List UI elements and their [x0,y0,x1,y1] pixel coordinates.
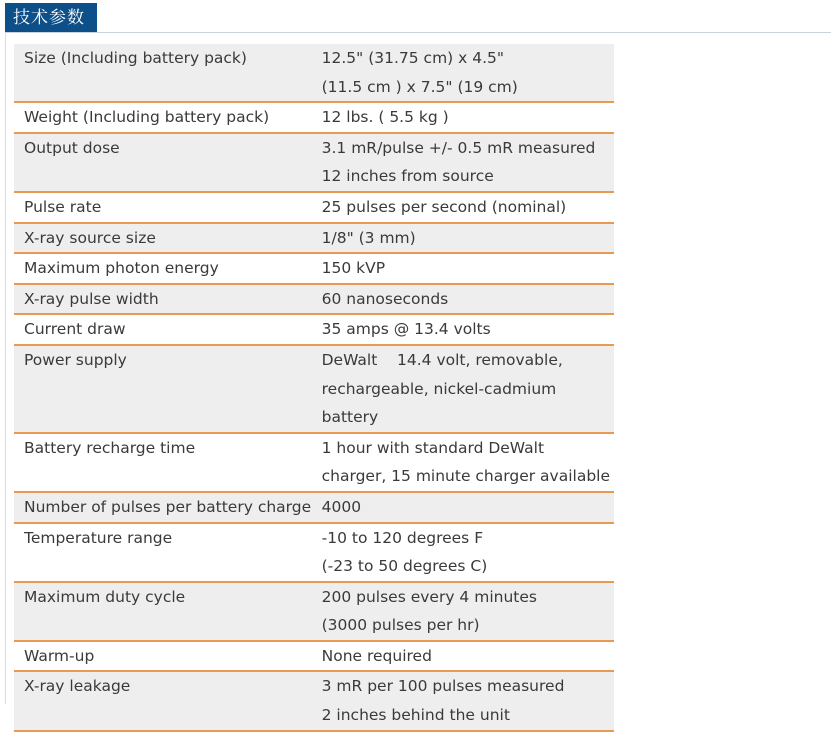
spec-label: Maximum duty cycle [14,582,312,641]
spec-row [14,133,614,192]
spec-value-line: 4000 [321,497,362,516]
spec-label: Current draw [14,314,312,345]
header-divider [5,32,831,33]
spec-value [312,253,614,284]
spec-value [312,345,614,433]
spec-label: X-ray leakage [14,671,312,730]
spec-label: Size (Including battery pack) [14,44,312,102]
spec-value-line: charger, 15 minute charger available [321,467,610,486]
spec-label: Weight (Including battery pack) [14,102,312,133]
spec-label: Maximum photon energy [14,253,312,284]
spec-value-line: 25 pulses per second (nominal) [321,197,567,216]
spec-row [14,192,614,223]
spec-value-line: -10 to 120 degrees F [321,528,484,547]
spec-value-line: DeWalt 14.4 volt, removable, [321,350,563,369]
spec-value-line: 12.5" (31.75 cm) x 4.5" [321,49,505,67]
spec-value-line: 35 amps @ 13.4 volts [321,320,491,339]
spec-value-line: 1 hour with standard DeWalt [321,438,545,457]
spec-label: Number of pulses per battery charge [14,492,312,523]
spec-value [312,433,614,492]
spec-label: Warm-up [14,641,312,672]
spec-value-line: (-23 to 50 degrees C) [321,557,488,576]
spec-value [312,133,614,192]
spec-value [312,102,614,133]
spec-value [312,284,614,315]
spec-label: Power supply [14,345,312,433]
spec-value-line: 150 kVP [321,259,386,278]
spec-value [312,523,614,582]
spec-value-line: 1/8" (3 mm) [321,228,416,247]
spec-label: Output dose [14,133,312,192]
spec-row [14,582,614,641]
spec-label: Pulse rate [14,192,312,223]
spec-value-line: None required [321,646,432,665]
spec-value [312,223,614,254]
spec-value [312,641,614,672]
spec-value [312,44,614,102]
spec-row [14,253,614,284]
spec-row [14,523,614,582]
spec-value [312,671,614,730]
spec-value-line: rechargeable, nickel-cadmium [321,379,557,398]
spec-value-line: 12 inches from source [321,167,494,186]
spec-value [312,192,614,223]
section-title: 技术参数 [5,3,97,33]
spec-value [312,314,614,345]
spec-row [14,433,614,492]
spec-row [14,671,614,730]
spec-row [14,284,614,315]
spec-label: X-ray source size [14,223,312,254]
spec-table-body [14,44,614,731]
section-header [5,0,831,34]
spec-row [14,102,614,133]
spec-value [312,492,614,523]
spec-value-line: 200 pulses every 4 minutes [321,587,537,606]
spec-row [14,223,614,254]
spec-value-line: 2 inches behind the unit [321,706,510,725]
spec-table [14,44,614,732]
spec-label: Temperature range [14,523,312,582]
spec-value-line: battery [321,408,379,427]
spec-value-line: 3 mR per 100 pulses measured [321,677,565,696]
spec-row [14,314,614,345]
spec-row [14,44,614,102]
spec-row [14,345,614,433]
spec-value-line: (3000 pulses per hr) [321,616,480,635]
spec-label: X-ray pulse width [14,284,312,315]
spec-label: Battery recharge time [14,433,312,492]
spec-row [14,492,614,523]
spec-value [312,582,614,641]
spec-value-line: 12 lbs. ( 5.5 kg ) [321,108,449,127]
spec-value-line: 60 nanoseconds [321,289,449,308]
spec-value-line: 3.1 mR/pulse +/- 0.5 mR measured [321,138,596,157]
spec-row [14,641,614,672]
spec-value-line: (11.5 cm ) x 7.5" (19 cm) [321,77,518,96]
content-left-border [5,33,6,704]
